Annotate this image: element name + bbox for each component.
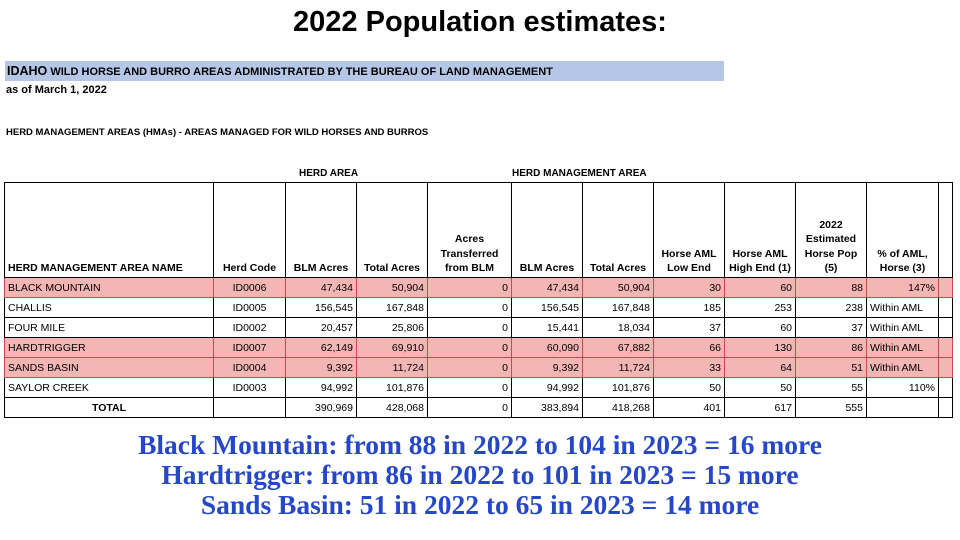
table-cell: 9,392: [286, 358, 357, 378]
spacer-cell: [939, 278, 953, 298]
table-cell: 25,806: [357, 318, 428, 338]
col-header: BLM Acres: [286, 183, 357, 278]
table-cell: 47,434: [512, 278, 583, 298]
col-header: Horse AML High End (1): [725, 183, 796, 278]
table-cell: 50: [725, 378, 796, 398]
table-cell: 88: [796, 278, 867, 298]
table-cell: 69,910: [357, 338, 428, 358]
table-cell: 555: [796, 398, 867, 418]
col-header: HERD MANAGEMENT AREA NAME: [5, 183, 214, 278]
spacer-cell: [939, 338, 953, 358]
total-row: [5, 398, 953, 418]
table-cell: 0: [428, 338, 512, 358]
table-cell: 50: [654, 378, 725, 398]
table-row: [5, 298, 953, 318]
table-cell: 55: [796, 378, 867, 398]
summary-statements: [0, 430, 960, 520]
table-cell: 60: [725, 318, 796, 338]
banner-text: WILD HORSE AND BURRO AREAS ADMINISTRATED BY THE BUREAU OF LAND MANAGEMENT: [50, 66, 553, 78]
table-cell: SAYLOR CREEK: [5, 378, 214, 398]
col-header: % of AML, Horse (3): [867, 183, 939, 278]
table-cell: FOUR MILE: [5, 318, 214, 338]
table-cell: 253: [725, 298, 796, 318]
table-cell: 51: [796, 358, 867, 378]
table-cell: 47,434: [286, 278, 357, 298]
statement-hardtrigger: Hardtrigger: from 86 in 2022 to 101 in 2023 = 15 more: [161, 459, 799, 490]
spacer-cell: [939, 378, 953, 398]
table-cell: 617: [725, 398, 796, 418]
table-cell: [867, 398, 939, 418]
table-row: [5, 278, 953, 298]
table-cell: Within AML: [867, 298, 939, 318]
table-cell: 428,068: [357, 398, 428, 418]
table-cell: 62,149: [286, 338, 357, 358]
table-row: [5, 358, 953, 378]
table-cell: 0: [428, 358, 512, 378]
table-cell: Within AML: [867, 358, 939, 378]
table-cell: 66: [654, 338, 725, 358]
table-cell: 18,034: [583, 318, 654, 338]
table-cell: 86: [796, 338, 867, 358]
table-cell: 30: [654, 278, 725, 298]
herd-table: [4, 182, 953, 418]
table-cell: 156,545: [286, 298, 357, 318]
table-cell: 185: [654, 298, 725, 318]
table-cell: 50,904: [357, 278, 428, 298]
group-label-hma: HERD MANAGEMENT AREA: [512, 168, 647, 179]
table-cell: 0: [428, 318, 512, 338]
table-cell: 11,724: [357, 358, 428, 378]
group-label-herd-area: HERD AREA: [299, 168, 359, 179]
table-cell: 0: [428, 278, 512, 298]
col-header-spacer: [939, 183, 953, 278]
table-row: [5, 338, 953, 358]
table-cell: 147%: [867, 278, 939, 298]
table-cell: 37: [654, 318, 725, 338]
col-header: BLM Acres: [512, 183, 583, 278]
spacer-cell: [939, 358, 953, 378]
table-cell: ID0003: [214, 378, 286, 398]
table-cell: Within AML: [867, 318, 939, 338]
table-cell: CHALLIS: [5, 298, 214, 318]
table-cell: ID0005: [214, 298, 286, 318]
col-header: Total Acres: [357, 183, 428, 278]
table-cell: 130: [725, 338, 796, 358]
table-cell: 0: [428, 298, 512, 318]
spacer-cell: [939, 398, 953, 418]
table-cell: ID0006: [214, 278, 286, 298]
table-row: [5, 378, 953, 398]
col-header: Total Acres: [583, 183, 654, 278]
table-cell: 94,992: [286, 378, 357, 398]
spacer-cell: [939, 318, 953, 338]
table-cell: SANDS BASIN: [5, 358, 214, 378]
as-of-date: as of March 1, 2022: [6, 84, 107, 96]
table-cell: 9,392: [512, 358, 583, 378]
table-cell: 101,876: [357, 378, 428, 398]
table-cell: ID0007: [214, 338, 286, 358]
table-cell: 167,848: [357, 298, 428, 318]
table-cell: 418,268: [583, 398, 654, 418]
table-cell: 0: [428, 378, 512, 398]
table-cell: 67,882: [583, 338, 654, 358]
spacer-cell: [939, 298, 953, 318]
table-cell: 64: [725, 358, 796, 378]
col-header: Acres Transferred from BLM: [428, 183, 512, 278]
table-cell: 238: [796, 298, 867, 318]
table-cell: 50,904: [583, 278, 654, 298]
header-row: [5, 183, 953, 278]
hma-heading: HERD MANAGEMENT AREAS (HMAs) - AREAS MANAGED FOR WILD HORSES AND BURROS: [6, 127, 429, 138]
statement-sands-basin: Sands Basin: 51 in 2022 to 65 in 2023 = 14 more: [200, 489, 760, 520]
table-cell: 0: [428, 398, 512, 418]
col-header: Herd Code: [214, 183, 286, 278]
table-cell: HARDTRIGGER: [5, 338, 214, 358]
table-cell: 11,724: [583, 358, 654, 378]
banner-state: IDAHO: [7, 64, 48, 78]
col-header: Horse AML Low End: [654, 183, 725, 278]
table-cell: 101,876: [583, 378, 654, 398]
table-row: [5, 318, 953, 338]
table-cell: ID0002: [214, 318, 286, 338]
slide-title: 2022 Population estimates:: [293, 6, 667, 38]
table-cell: 15,441: [512, 318, 583, 338]
table-cell: 110%: [867, 378, 939, 398]
table-cell: Within AML: [867, 338, 939, 358]
table-cell: 401: [654, 398, 725, 418]
table-cell: BLACK MOUNTAIN: [5, 278, 214, 298]
table-cell: 60,090: [512, 338, 583, 358]
table-cell: TOTAL: [5, 398, 214, 418]
table-cell: 20,457: [286, 318, 357, 338]
table-cell: 94,992: [512, 378, 583, 398]
table-cell: 383,894: [512, 398, 583, 418]
table-cell: 390,969: [286, 398, 357, 418]
table-cell: 156,545: [512, 298, 583, 318]
statement-black-mountain: Black Mountain: from 88 in 2022 to 104 in 2023 = 16 more: [138, 429, 822, 460]
col-header: 2022 Estimated Horse Pop (5): [796, 183, 867, 278]
table-cell: 167,848: [583, 298, 654, 318]
table-cell: [214, 398, 286, 418]
table-cell: ID0004: [214, 358, 286, 378]
document-banner: [5, 61, 724, 81]
table-cell: 60: [725, 278, 796, 298]
table-cell: 33: [654, 358, 725, 378]
table-cell: 37: [796, 318, 867, 338]
